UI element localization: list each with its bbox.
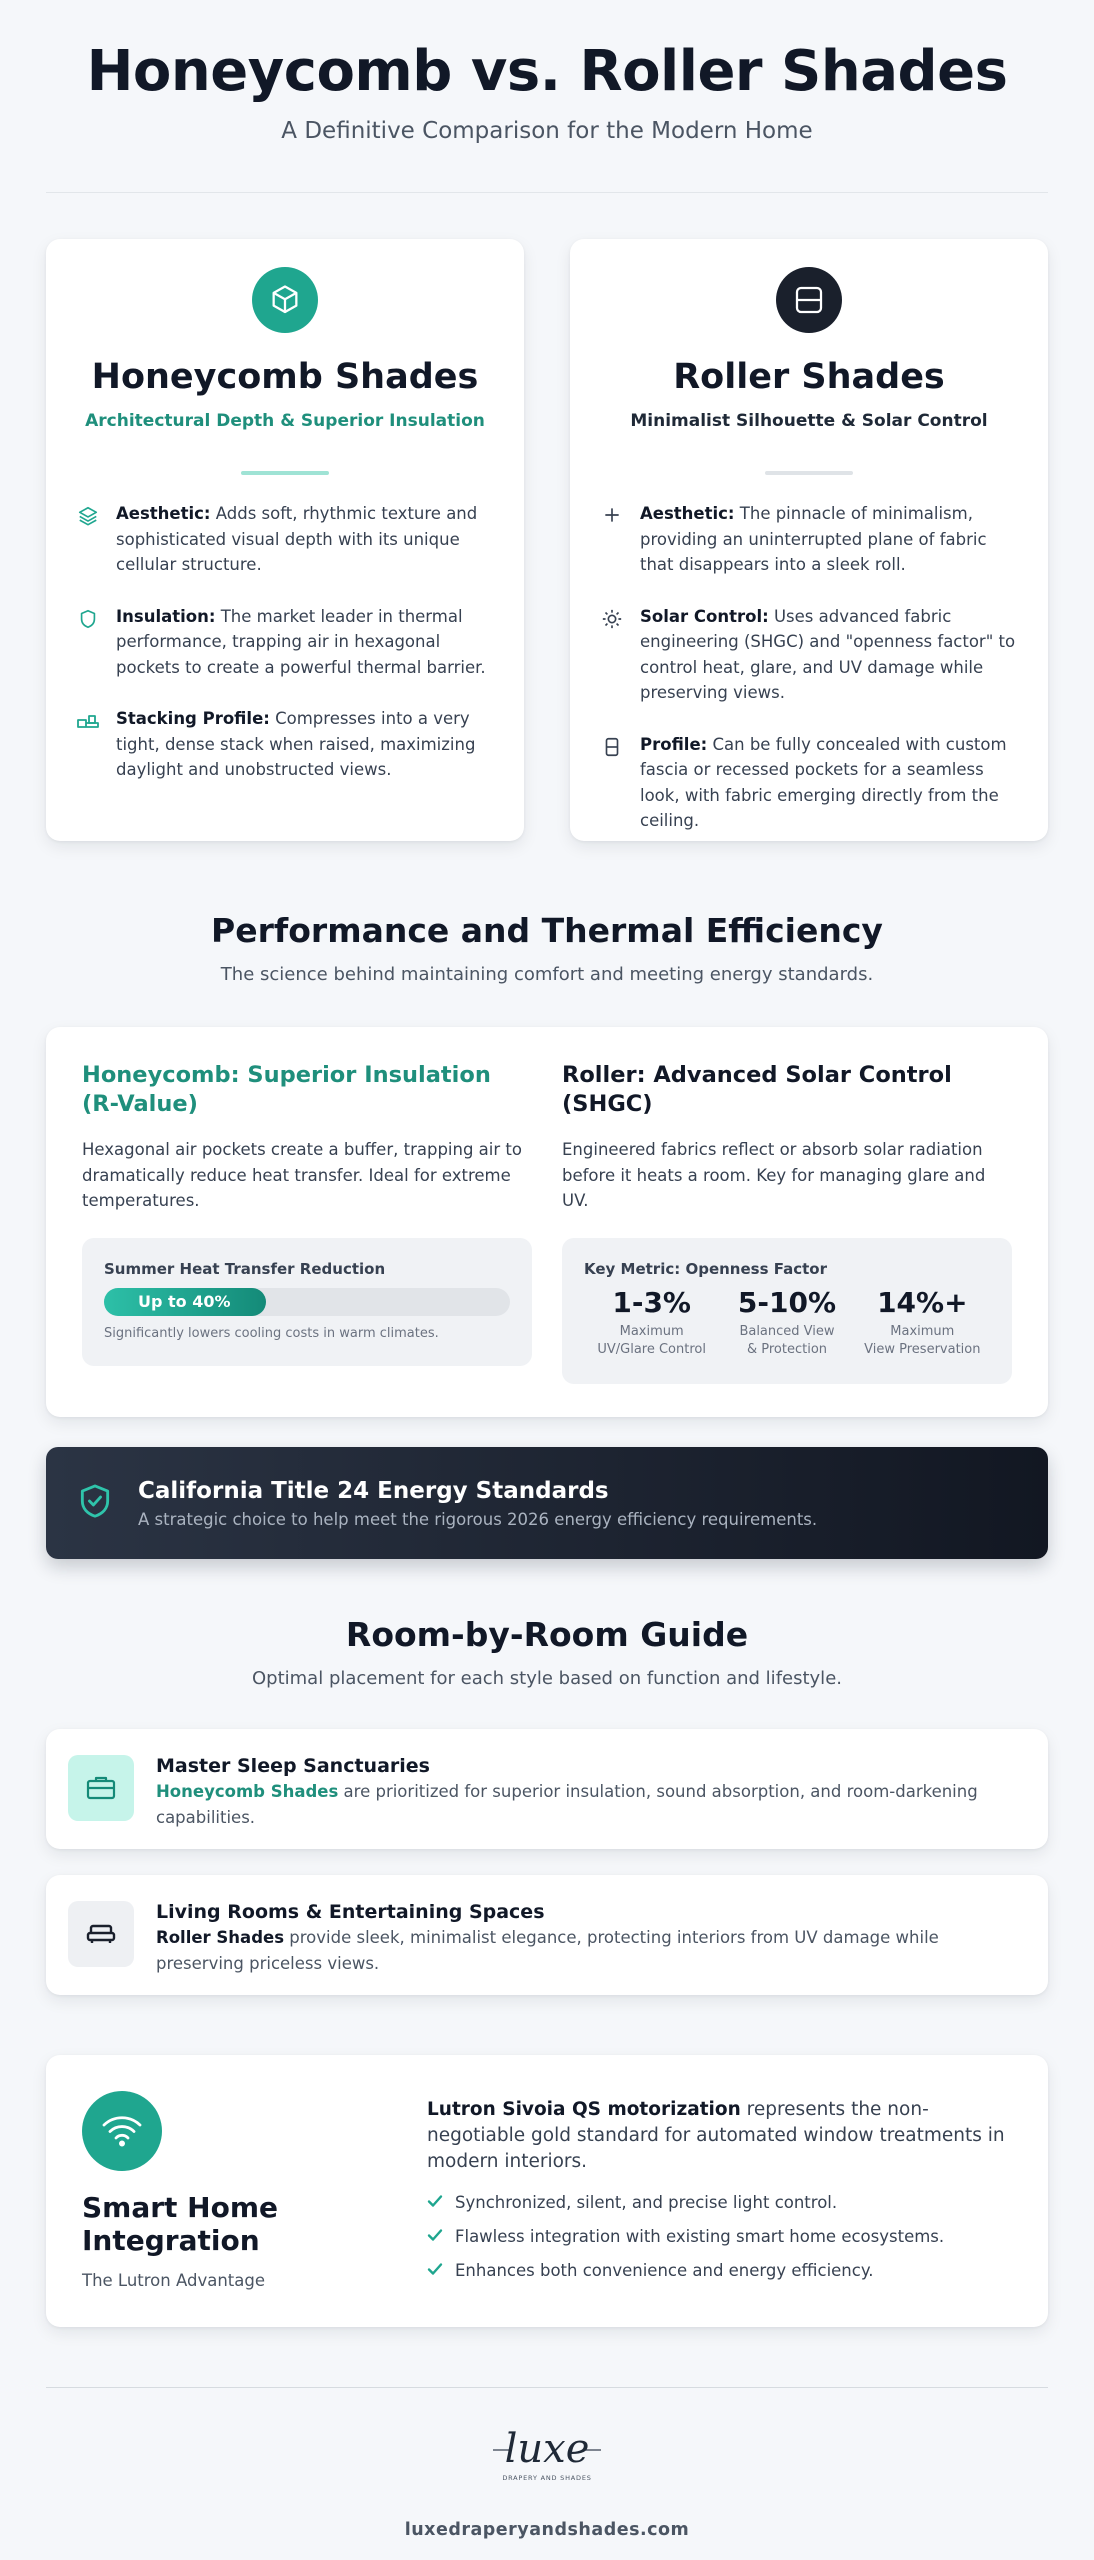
comparison-cards <box>46 239 1048 841</box>
stat-label: Balanced View & Protection <box>739 1323 835 1357</box>
stat-value: 1-3% <box>612 1285 691 1319</box>
honeycomb-performance <box>82 1061 532 1383</box>
page-header <box>46 0 1048 144</box>
feature-label: Aesthetic: <box>640 504 735 523</box>
honeycomb-performance-desc: Hexagonal air pockets create a buffer, trapping air to dramatically reduce heat transfer. Ideal for extreme temperatures. <box>82 1140 522 1210</box>
website-link[interactable]: luxedraperyandshades.com <box>404 2520 690 2540</box>
progress-fill: Up to 40% <box>104 1288 266 1316</box>
stat-label: Maximum UV/Glare Control <box>597 1323 706 1357</box>
honeycomb-title: Honeycomb Shades <box>91 357 479 397</box>
shield-icon <box>74 604 102 681</box>
feature-text: Can be fully concealed with custom fascia or recessed pockets for a seamless look, with fabric emerging directly from the ceiling. <box>640 734 1007 830</box>
check-item <box>427 2227 1012 2246</box>
sun-icon <box>598 604 626 706</box>
title24-banner <box>46 1447 1048 1559</box>
stack-icon <box>74 706 102 783</box>
feature-label: Solar Control: <box>640 606 769 626</box>
stat-value: 14%+ <box>877 1285 968 1319</box>
smart-home-subtitle: The Lutron Advantage <box>82 2271 265 2290</box>
bed-icon <box>68 1755 134 1821</box>
feature-text: Uses advanced fabric engineering (SHGC) and "openness factor" to control heat, glare, and UV damage while preserving views. <box>640 606 1016 702</box>
stat-item <box>584 1286 719 1359</box>
check-icon <box>427 2261 443 2280</box>
performance-title: Performance and Thermal Efficiency <box>211 911 883 950</box>
roller-feature-aesthetic <box>598 501 1020 578</box>
feature-label: Insulation: <box>116 606 216 626</box>
honeycomb-accent-bar <box>241 471 329 475</box>
page-title: Honeycomb vs. Roller Shades <box>86 39 1008 104</box>
heat-transfer-metric <box>82 1238 532 1366</box>
page-subtitle: A Definitive Comparison for the Modern Home <box>281 118 813 144</box>
smart-home-intro: Lutron Sivoia QS motorization represents the non-negotiable gold standard for automated window treatments in modern interiors. <box>427 2099 1005 2172</box>
roller-tagline: Minimalist Silhouette & Solar Control <box>630 411 988 431</box>
rooms-subtitle: Optimal placement for each style based on function and lifestyle. <box>252 1668 842 1689</box>
check-icon <box>427 2193 443 2212</box>
room-desc: Roller Shades provide sleek, minimalist elegance, protecting interiors from UV damage while preserving priceless views. <box>156 1928 939 1973</box>
room-title: Living Rooms & Entertaining Spaces <box>156 1901 545 1923</box>
stat-item <box>855 1286 990 1359</box>
feature-label: Stacking Profile: <box>116 709 270 728</box>
wifi-icon <box>82 2091 162 2171</box>
header-divider <box>46 192 1048 193</box>
plus-icon <box>598 501 626 578</box>
honeycomb-card <box>46 239 524 841</box>
honeycomb-feature-insulation <box>74 604 496 681</box>
honeycomb-tagline: Architectural Depth & Superior Insulation <box>85 411 485 431</box>
svg-text:DRAPERY AND SHADES: DRAPERY AND SHADES <box>502 2474 592 2482</box>
room-card-living <box>46 1875 1048 1995</box>
honeycomb-feature-stacking <box>74 706 496 783</box>
feature-text: Compresses into a very tight, dense stack when raised, maximizing daylight and unobstructed views. <box>116 709 476 779</box>
roller-performance-title: Roller: Advanced Solar Control (SHGC) <box>562 1062 952 1117</box>
performance-subtitle: The science behind maintaining comfort and meeting energy standards. <box>220 964 874 985</box>
room-title: Master Sleep Sanctuaries <box>156 1755 430 1777</box>
honeycomb-performance-title: Honeycomb: Superior Insulation (R-Value) <box>82 1062 491 1117</box>
rooms-section-header <box>46 1615 1048 1689</box>
feature-text: The market leader in thermal performance, trapping air in hexagonal pockets to create a powerful thermal barrier. <box>116 606 486 677</box>
check-icon <box>427 2227 443 2246</box>
room-card-master-sleep <box>46 1729 1048 1849</box>
stat-value: 5-10% <box>737 1285 837 1319</box>
feature-text: Adds soft, rhythmic texture and sophisticated visual depth with its unique cellular structure. <box>116 504 478 574</box>
stat-item <box>719 1286 854 1359</box>
honeycomb-feature-aesthetic <box>74 501 496 578</box>
roller-title: Roller Shades <box>673 357 945 397</box>
openness-stats <box>584 1286 990 1359</box>
smart-home-title: Smart Home Integration <box>82 2191 279 2257</box>
rooms-title: Room-by-Room Guide <box>345 1615 749 1654</box>
roller-performance-desc: Engineered fabrics reflect or absorb solar radiation before it heats a room. Key for managing glare and UV. <box>562 1140 986 1210</box>
check-text: Enhances both convenience and energy efficiency. <box>455 2261 874 2280</box>
cube-icon <box>252 267 318 333</box>
roller-performance <box>562 1061 1012 1383</box>
banner-subtitle: A strategic choice to help meet the rigorous 2026 energy efficiency requirements. <box>138 1509 818 1529</box>
footer-divider <box>46 2387 1048 2388</box>
check-text: Flawless integration with existing smart home ecosystems. <box>455 2227 945 2246</box>
check-text: Synchronized, silent, and precise light control. <box>455 2193 838 2212</box>
svg-text:luxe: luxe <box>504 2426 590 2472</box>
check-item <box>427 2193 1012 2212</box>
window-shade-icon <box>776 267 842 333</box>
heat-reduction-progress-bar <box>104 1288 510 1316</box>
metric-title: Summer Heat Transfer Reduction <box>104 1259 386 1278</box>
layers-icon <box>74 501 102 578</box>
roller-card <box>570 239 1048 841</box>
banner-title: California Title 24 Energy Standards <box>138 1477 609 1504</box>
performance-section-header <box>46 911 1048 985</box>
openness-factor-metric <box>562 1238 1012 1384</box>
metric-title: Key Metric: Openness Factor <box>584 1259 827 1278</box>
feature-label: Profile: <box>640 734 708 754</box>
feature-label: Aesthetic: <box>116 504 211 523</box>
profile-icon <box>598 732 626 834</box>
sofa-icon <box>68 1901 134 1967</box>
feature-text: The pinnacle of minimalism, providing an uninterrupted plane of fabric that disappears into a sleek roll. <box>640 504 987 574</box>
roller-accent-bar <box>765 471 853 475</box>
room-desc: Honeycomb Shades are prioritized for superior insulation, sound absorption, and room-darkening capabilities. <box>156 1782 978 1827</box>
roller-feature-solar <box>598 604 1020 706</box>
metric-note: Significantly lowers cooling costs in warm climates. <box>104 1325 439 1341</box>
performance-panel <box>46 1027 1048 1417</box>
roller-feature-profile <box>598 732 1020 834</box>
stat-label: Maximum View Preservation <box>864 1323 981 1357</box>
luxe-logo <box>46 2420 1048 2498</box>
shield-check-icon <box>76 1482 114 1524</box>
check-item <box>427 2261 1012 2280</box>
smart-home-card <box>46 2055 1048 2327</box>
